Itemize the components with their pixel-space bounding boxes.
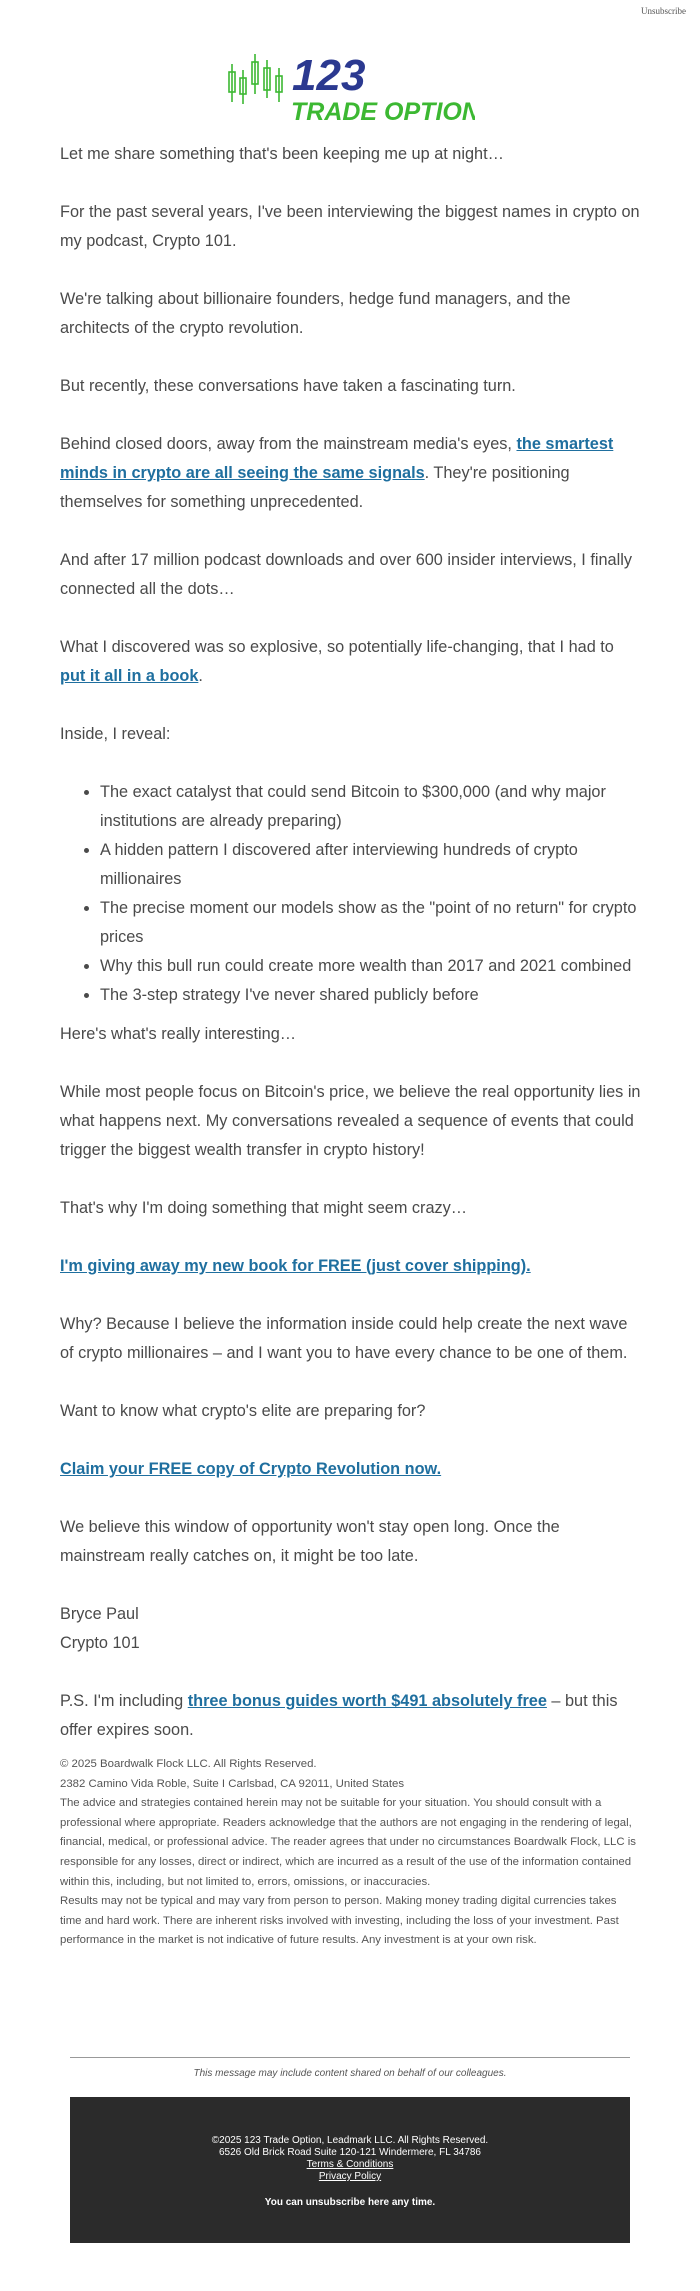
smartest-minds-link[interactable]: the smartest minds in crypto are all seeing the same signals — [60, 435, 614, 482]
list-item: • Why this bull run could create more wealth than 2017 and 2021 combined — [100, 952, 642, 981]
text: . They're positioning themselves for something unprecedented. — [60, 464, 570, 511]
terms-link[interactable]: Terms & Conditions — [306, 2159, 394, 2170]
list-item: • The 3-step strategy I've never shared publicly before — [100, 981, 642, 1010]
paragraph: That's why I'm doing something that might seem crazy… — [60, 1199, 468, 1217]
legal-disclaimer: Results may not be typical and may vary from person to person. Making money trading digital currencies takes time and hard work. There are inherent risks involved with investing, including the loss of your investment. Past performance in the market is not indicative of future results. Any investment is at your own risk. — [60, 1895, 619, 1947]
candlestick-icon — [225, 50, 475, 125]
divider — [70, 2057, 630, 2058]
paragraph: Why? Because I believe the information inside could help create the next wave of crypto millionaires – and I want you to have every chance to be one of them. — [60, 1315, 628, 1362]
logo-number: 123 — [292, 51, 366, 100]
free-book-cta-link[interactable]: I'm giving away my new book for FREE (just cover shipping). — [60, 1257, 531, 1275]
footer — [70, 2097, 630, 2243]
list-item: • The precise moment our models show as the "point of no return" for crypto prices — [100, 894, 642, 952]
legal-disclaimer: The advice and strategies contained herein may not be suitable for your situation. You should consult with a professional where appropriate. Readers acknowledge that the authors are not engaging in the rendering of legal, financial, medical, or professional advice. The reader agrees that under no circumstances Boardwalk Flock, LLC is responsible for any losses, direct or indirect, which are incurred as a result of the use of the information contained within this, including, but not limited to, errors, omissions, or inaccuracies. — [60, 1797, 636, 1888]
signature-name: Bryce Paul — [60, 1605, 139, 1623]
bonus-guides-link[interactable]: three bonus guides worth $491 absolutely free — [187, 1692, 547, 1710]
logo-name: TRADE OPTION — [291, 98, 475, 125]
reveal-list — [60, 778, 642, 1010]
text: P.S. I'm including — [60, 1692, 188, 1710]
list-item: • A hidden pattern I discovered after interviewing hundreds of crypto millionaires — [100, 836, 642, 894]
paragraph — [60, 1252, 642, 1281]
privacy-link[interactable]: Privacy Policy — [318, 2171, 382, 2182]
paragraph: Here's what's really interesting… — [60, 1025, 297, 1043]
footer-address: 6526 Old Brick Road Suite 120-121 Windermere, FL 34786 — [219, 2147, 481, 2158]
paragraph: Let me share something that's been keeping me up at night… — [60, 145, 504, 163]
text: – but this offer expires soon. — [60, 1692, 618, 1739]
paragraph — [60, 1455, 642, 1484]
paragraph: Want to know what crypto's elite are preparing for? — [60, 1402, 426, 1420]
list-item: • The exact catalyst that could send Bitcoin to $300,000 (and why major institutions are already preparing) — [100, 778, 642, 836]
paragraph: But recently, these conversations have taken a fascinating turn. — [60, 377, 516, 395]
legal-section — [60, 1755, 636, 1951]
footer-copyright: ©2025 123 Trade Option, Leadmark LLC. All Rights Reserved. — [211, 2135, 489, 2146]
unsubscribe-link[interactable]: Unsubscribe — [641, 6, 686, 16]
email-body — [60, 140, 642, 1774]
postscript — [60, 1687, 642, 1745]
text: What I discovered was so explosive, so potentially life-changing, that I had to — [60, 638, 614, 656]
claim-copy-cta-link[interactable]: Claim your FREE copy of Crypto Revolution now. — [60, 1460, 442, 1478]
paragraph: While most people focus on Bitcoin's price, we believe the real opportunity lies in what happens next. My conversations revealed a sequence of events that could trigger the biggest wealth transfer in crypto history! — [60, 1083, 641, 1159]
paragraph: For the past several years, I've been interviewing the biggest names in crypto on my podcast, Crypto 101. — [60, 203, 640, 250]
legal-address: 2382 Camino Vida Roble, Suite I Carlsbad, CA 92011, United States — [60, 1777, 405, 1790]
text: Behind closed doors, away from the mainstream media's eyes, — [60, 435, 517, 453]
paragraph — [60, 633, 642, 691]
legal-copyright: © 2025 Boardwalk Flock LLC. All Rights Reserved. — [60, 1758, 317, 1770]
paragraph: We're talking about billionaire founders, hedge fund managers, and the architects of the crypto revolution. — [60, 290, 571, 337]
signature-org: Crypto 101 — [60, 1634, 140, 1652]
paragraph — [60, 430, 642, 517]
paragraph: And after 17 million podcast downloads and over 600 insider interviews, I finally connected all the dots… — [60, 551, 632, 598]
paragraph: We believe this window of opportunity won't stay open long. Once the mainstream really catches on, it might be too late. — [60, 1518, 560, 1565]
footer-unsubscribe-link[interactable]: You can unsubscribe here any time. — [264, 2197, 436, 2208]
text: . — [198, 667, 203, 685]
brand-logo — [225, 50, 475, 125]
paragraph: Inside, I reveal: — [60, 725, 171, 743]
book-link[interactable]: put it all in a book — [60, 667, 199, 685]
colleagues-note: This message may include content shared on behalf of our colleagues. — [193, 2068, 507, 2079]
